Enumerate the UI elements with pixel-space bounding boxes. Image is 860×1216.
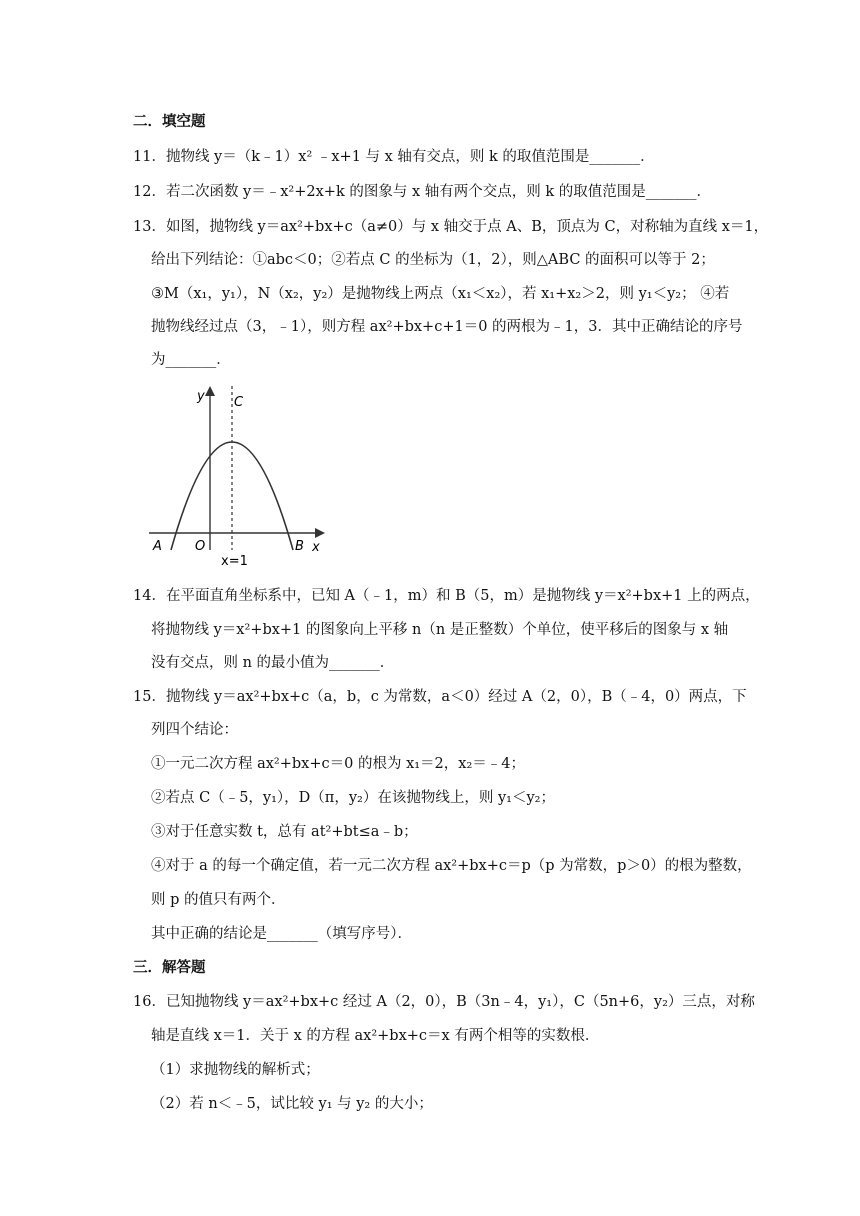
question-11: 11．抛物线 y＝（k﹣1）x² ﹣x+1 与 x 轴有交点，则 k 的取值范围是_______． xyxy=(133,149,655,165)
question-15-conclusion-4b: 则 p 的值只有两个． xyxy=(151,892,286,908)
point-label-a: A xyxy=(153,539,162,554)
question-14-line-3: 没有交点，则 n 的最小值为_______． xyxy=(151,655,395,671)
question-13-line-2: 给出下列结论：①abc＜0；②若点 C 的坐标为（1，2），则△ABC 的面积可以等于 2； xyxy=(151,252,715,268)
question-15-conclusion-3: ③对于任意实数 t，总有 at²+bt≤a﹣b； xyxy=(151,824,418,840)
question-12: 12．若二次函数 y＝﹣x²+2x+k 的图象与 x 轴有两个交点，则 k 的取值范围是_______． xyxy=(133,184,711,200)
question-14-line-1: 14．在平面直角坐标系中，已知 A（﹣1，m）和 B（5，m）是抛物线 y＝x²+bx+1 上的两点， xyxy=(133,588,760,604)
question-16-line-2: 轴是直线 x＝1．关于 x 的方程 ax²+bx+c＝x 有两个相等的实数根． xyxy=(151,1028,600,1044)
y-axis-label: y xyxy=(197,389,205,404)
question-15-end: 其中正确的结论是_______（填写序号）． xyxy=(151,926,412,942)
question-13-line-4: 抛物线经过点（3，﹣1），则方程 ax²+bx+c+1＝0 的两根为﹣1，3．其中正确结论的序号 xyxy=(151,319,743,335)
symmetry-axis-label: x=1 xyxy=(221,554,248,569)
question-16-part-1: （1）求抛物线的解析式； xyxy=(151,1062,320,1078)
question-14-line-2: 将抛物线 y＝x²+bx+1 的图象向上平移 n（n 是正整数）个单位，使平移后的图象与 x 轴 xyxy=(151,622,729,638)
question-16-part-2: （2）若 n＜﹣5，试比较 y₁ 与 y₂ 的大小； xyxy=(151,1096,433,1112)
question-13-line-3: ③M（x₁，y₁），N（x₂，y₂）是抛物线上两点（x₁＜x₂），若 x₁+x₂＞2，则 y₁＜y₂； ④若 xyxy=(151,286,730,302)
section-heading-fill-blank: 二．填空题 xyxy=(133,113,206,130)
question-15-conclusion-1: ①一元二次方程 ax²+bx+c＝0 的根为 x₁＝2，x₂＝﹣4； xyxy=(151,756,525,772)
question-16-line-1: 16．已知抛物线 y＝ax²+bx+c 经过 A（2，0），B（3n﹣4，y₁），C（5n+6，y₂）三点，对称 xyxy=(133,994,755,1010)
x-axis-label: x xyxy=(312,540,320,555)
question-13-line-5: 为_______． xyxy=(151,352,231,368)
question-15-conclusion-2: ②若点 C（﹣5，y₁），D（π，y₂）在该抛物线上，则 y₁＜y₂； xyxy=(151,790,555,806)
parabola-figure xyxy=(145,378,335,570)
question-15-conclusion-4a: ④对于 a 的每一个确定值，若一元二次方程 ax²+bx+c＝p（p 为常数，p＞0）的根为整数， xyxy=(151,858,752,874)
vertex-label-c: C xyxy=(234,395,244,410)
question-15-line-2: 列四个结论： xyxy=(151,722,238,738)
question-15-line-1: 15．抛物线 y＝ax²+bx+c（a，b，c 为常数，a＜0）经过 A（2，0），B（﹣4，0）两点，下 xyxy=(133,689,747,705)
question-13-line-1: 13．如图，抛物线 y＝ax²+bx+c（a≠0）与 x 轴交于点 A、B，顶点为 C，对称轴为直线 x＝1， xyxy=(133,219,769,235)
x-axis-arrow xyxy=(315,528,325,538)
origin-label: O xyxy=(195,539,206,554)
section-heading-answer: 三．解答题 xyxy=(133,959,206,976)
parabola-graph xyxy=(145,378,335,570)
point-label-b: B xyxy=(295,539,304,554)
y-axis-arrow xyxy=(205,386,215,396)
